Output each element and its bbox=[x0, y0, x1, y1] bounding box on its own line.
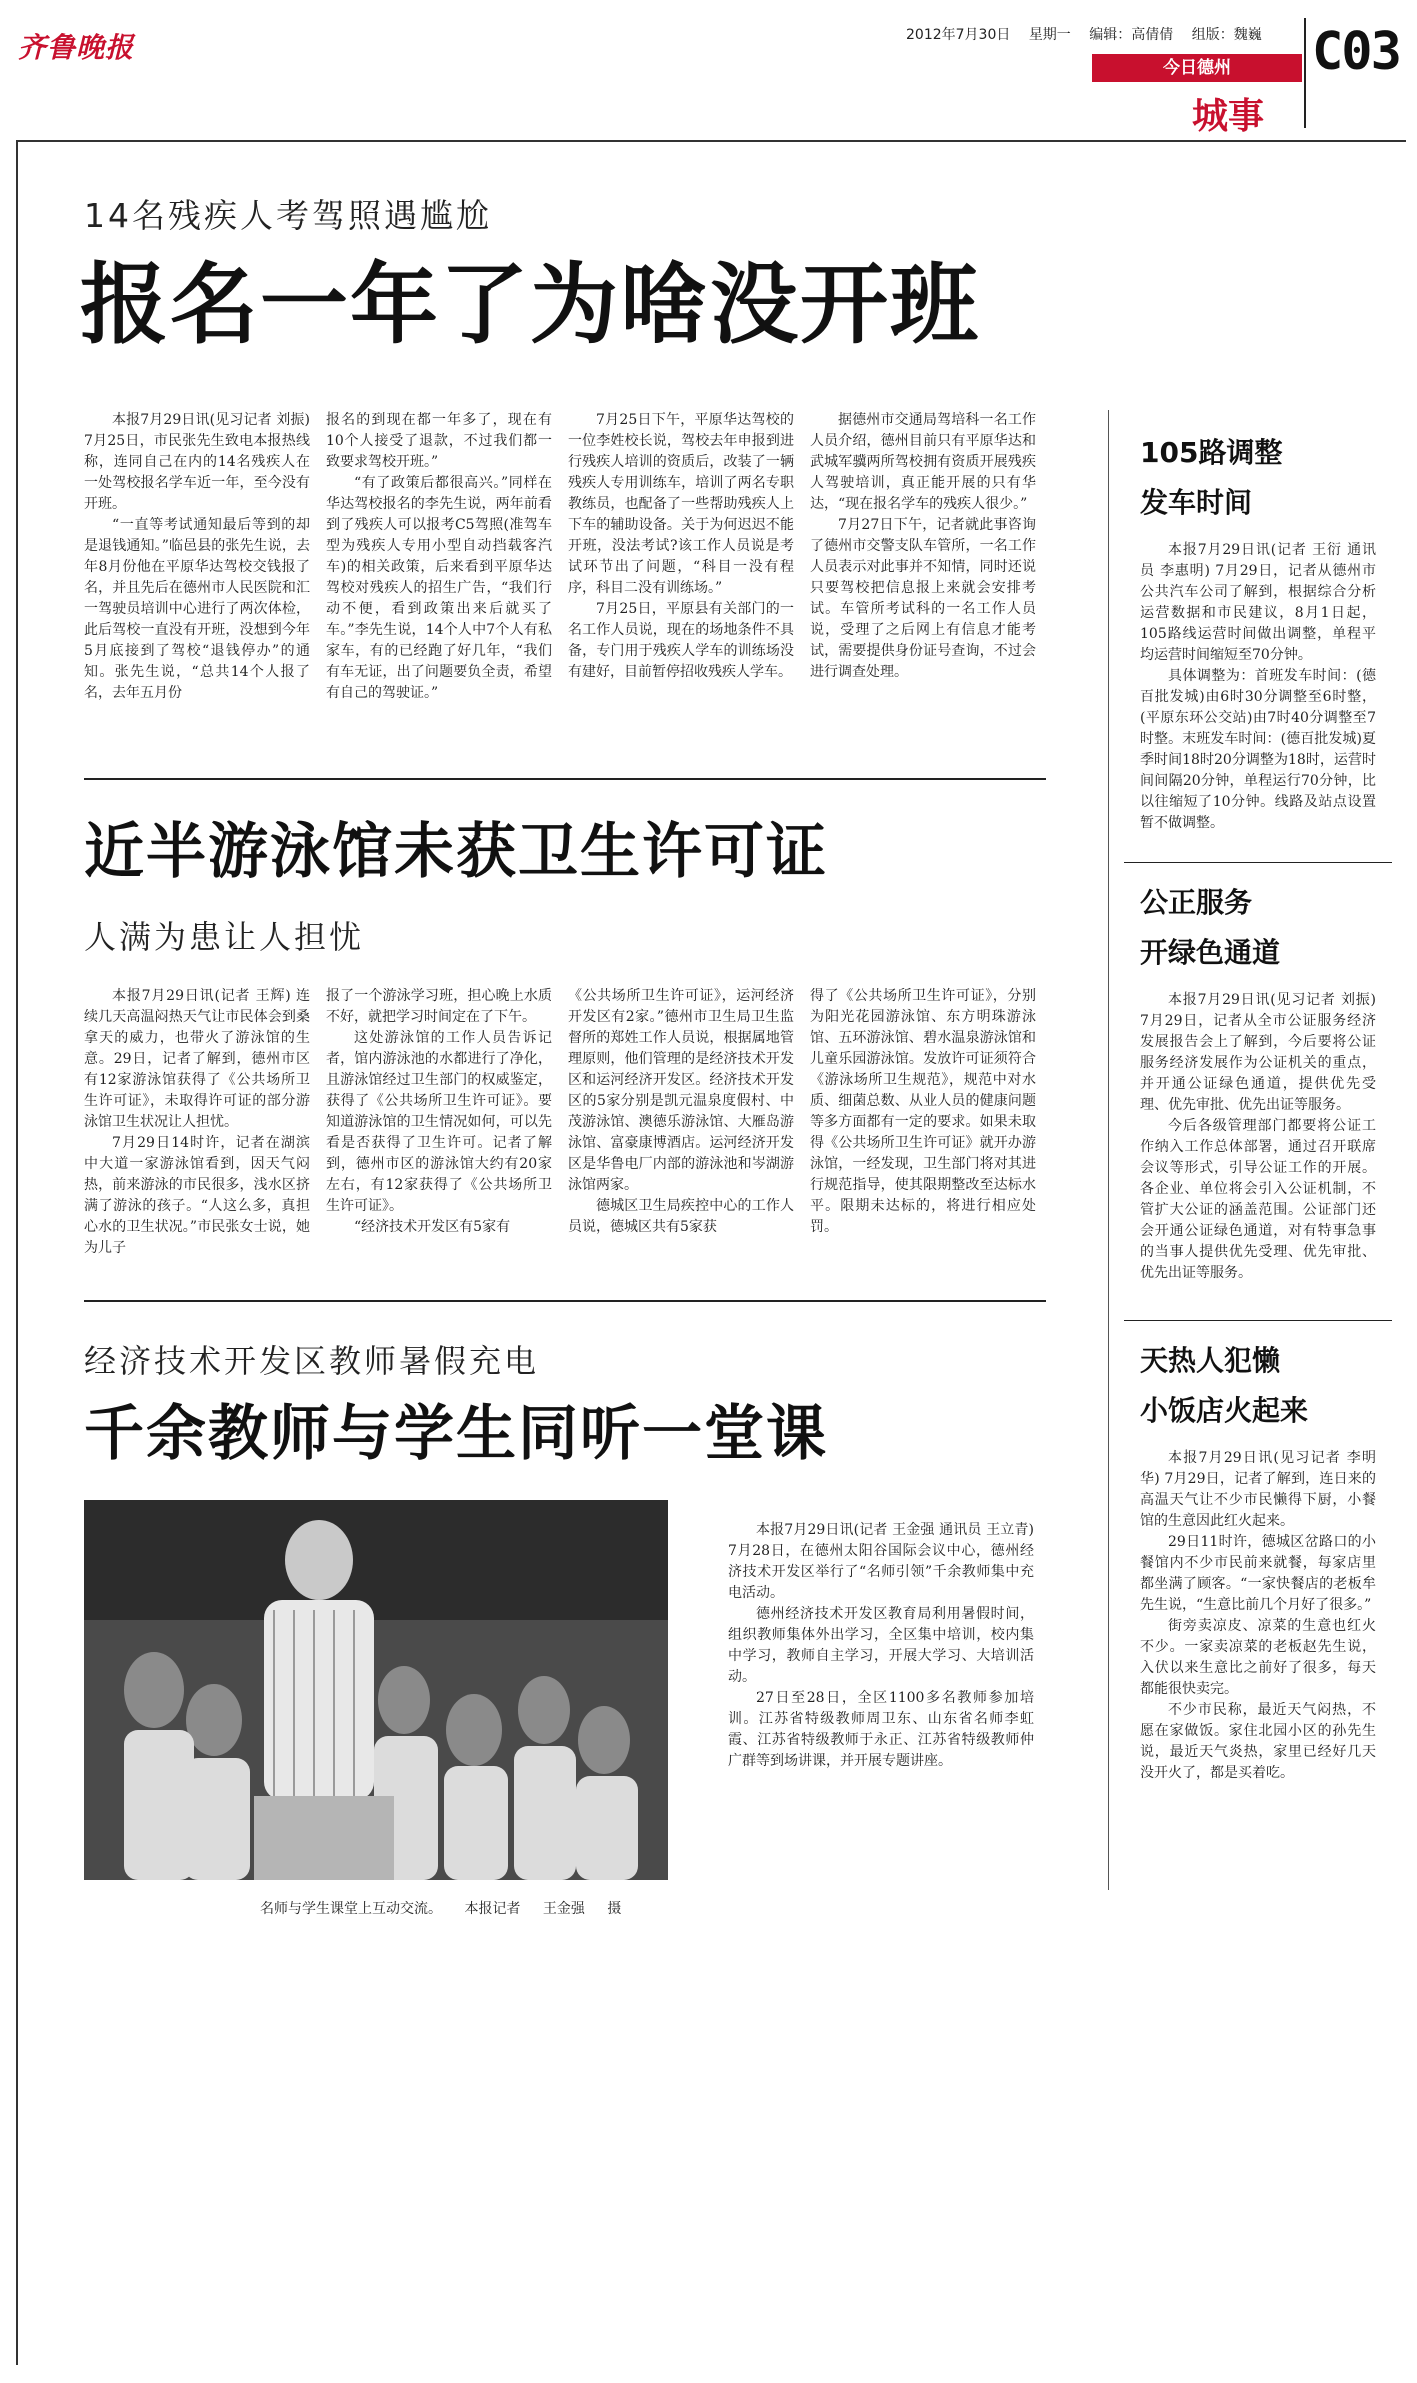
brief-divider bbox=[1124, 1320, 1392, 1321]
sidebar-brief-2 bbox=[1140, 878, 1376, 1284]
caption-suffix: 摄 bbox=[607, 1901, 622, 1917]
brief-subtitle: 开绿色通道 bbox=[1140, 936, 1281, 969]
brief-divider bbox=[1124, 862, 1392, 863]
paragraph: 本报7月29日讯(见习记者 刘振) 7月29日，记者从全市公证服务经济发展报告会上了解到，今后要将公证服务经济发展作为公证机关的重点，并开通公证绿色通道，提供优先受理、优先审批、优先出证等服务。 bbox=[1140, 992, 1376, 1113]
article2-col-3 bbox=[568, 986, 794, 1238]
sidebar-divider bbox=[1108, 410, 1109, 1890]
paragraph: 本报7月29日讯(见习记者 刘振) 7月25日，市民张先生致电本报热线称，连同自己在内的14名残疾人在一处驾校报名学车近一年，至今没有开班。 bbox=[84, 412, 310, 512]
paragraph: 德城区卫生局疾控中心的工作人员说，德城区共有5家获 bbox=[568, 1198, 794, 1235]
sidebar-brief-3 bbox=[1140, 1336, 1376, 1784]
issue-date: 2012年7月30日 bbox=[906, 27, 1011, 43]
article-divider bbox=[84, 1300, 1046, 1302]
article2-col-1 bbox=[84, 986, 310, 1259]
paragraph: 具体调整为：首班发车时间：(德百批发城)由6时30分调整至6时整，(平原东环公交站)由7时40分调整至7时整。末班发车时间：(德百批发城)夏季时间18时20分调整为18时，运营时间间隔20分钟，单程运行70分钟，比以往缩短了10分钟。线路及站点设置暂不做调整。 bbox=[1140, 668, 1376, 831]
brief-body bbox=[1140, 990, 1376, 1284]
layout-credit: 组版：魏巍 bbox=[1191, 27, 1262, 43]
issue-info bbox=[906, 24, 1276, 44]
sidebar-brief-1 bbox=[1140, 428, 1376, 834]
article2-kicker: 人满为患让人担忧 bbox=[84, 918, 365, 956]
article-divider bbox=[84, 778, 1046, 780]
paragraph: “一直等考试通知最后等到的却是退钱通知。”临邑县的张先生说，去年8月份他在平原华达驾校交钱报了名，并且先后在德州市人民医院和汇一驾驶员培训中心进行了两次体检，此后驾校一直没有开班，没想到今年5月底接到了驾校“退钱停办”的通知。张先生说，“总共14个人报了名，去年五月份 bbox=[84, 517, 310, 701]
article2-headline: 近半游泳馆未获卫生许可证 bbox=[84, 817, 828, 887]
brief-title: 公正服务 bbox=[1140, 886, 1253, 919]
masthead-divider bbox=[1304, 18, 1306, 128]
paragraph: 不少市民称，最近天气闷热，不愿在家做饭。家住北园小区的孙先生说，最近天气炎热，家里已经好几天没开火了，都是买着吃。 bbox=[1140, 1702, 1376, 1781]
brief-title: 天热人犯懒 bbox=[1140, 1344, 1281, 1377]
paragraph: 今后各级管理部门都要将公证工作纳入工作总体部署，通过召开联席会议等形式，引导公证工作的开展。各企业、单位将会引入公证机制，不管扩大公证的涵盖范围。公证部门还会开通公证绿色通道，对有特事急事的当事人提供优先受理、优先审批、优先出证等服务。 bbox=[1140, 1118, 1376, 1281]
page-frame-top bbox=[16, 140, 1406, 142]
article1-col-3 bbox=[568, 410, 794, 683]
article3-kicker: 经济技术开发区教师暑假充电 bbox=[84, 1342, 540, 1380]
paragraph: 报了一个游泳学习班，担心晚上水质不好，就把学习时间定在了下午。 bbox=[326, 988, 552, 1025]
article1-kicker: 14名残疾人考驾照遇尴尬 bbox=[84, 196, 492, 235]
paragraph: 7月29日14时许，记者在湖滨中大道一家游泳馆看到，因天气闷热，前来游泳的市民很多，浅水区挤满了游泳的孩子。“人这么多，真担心水的卫生状况。”市民张女士说，她为儿子 bbox=[84, 1135, 310, 1256]
issue-weekday: 星期一 bbox=[1028, 27, 1071, 43]
page-frame-left bbox=[16, 140, 18, 2365]
paragraph: 这处游泳馆的工作人员告诉记者，馆内游泳池的水都进行了净化，且游泳馆经过卫生部门的权威鉴定，获得了《公共场所卫生许可证》。要知道游泳馆的卫生情况如何，可以先看是否获得了卫生许可。记者了解到，德州市区的游泳馆大约有20家左右，有12家获得了《公共场所卫生许可证》。 bbox=[326, 1030, 552, 1214]
photo-illustration bbox=[84, 1500, 668, 1880]
paragraph: 报名的到现在都一年多了，现在有10个人接受了退款，不过我们都一致要求驾校开班。” bbox=[326, 412, 552, 470]
caption-credit: 本报记者 bbox=[464, 1901, 521, 1917]
article1-col-4 bbox=[810, 410, 1036, 683]
news-photo bbox=[84, 1500, 668, 1880]
brief-title: 105路调整 bbox=[1140, 436, 1283, 469]
paragraph: 本报7月29日讯(记者 王辉) 连续几天高温闷热天气让市民体会到桑拿天的威力，也带火了游泳馆的生意。29日，记者了解到，德州市区有12家游泳馆获得了《公共场所卫生许可证》，未取得许可证的部分游泳馆卫生状况让人担忧。 bbox=[84, 988, 310, 1130]
paragraph: 7月25日下午，平原华达驾校的一位李姓校长说，驾校去年申报到进行残疾人培训的资质后，改装了一辆残疾人专用训练车，培训了两名专职教练员，也配备了一些帮助残疾人上下车的辅助设备。关于为何迟迟不能开班，没法考试?该工作人员说是考试环节出了问题，“科目一没有程序，科目二没有训练场。” bbox=[568, 412, 794, 596]
paragraph: 本报7月29日讯(记者 王衍 通讯员 李惠明) 7月29日，记者从德州市公共汽车公司了解到，根据综合分析运营数据和市民建议，8月1日起，105路线运营时间做出调整，单程平均运营时间缩短至70分钟。 bbox=[1140, 542, 1376, 663]
section-title: 城事 bbox=[1192, 96, 1265, 137]
article2-col-4 bbox=[810, 986, 1036, 1238]
paragraph: “经济技术开发区有5家有 bbox=[354, 1219, 511, 1235]
paragraph: 7月27日下午，记者就此事咨询了德州市交警支队车管所，一名工作人员表示对此事并不知情，同时还说只要驾校把信息报上来就会安排考试。车管所考试科的一名工作人员说，受理了之后网上有信息才能考试，需要提供身份证号查询，不过会进行调查处理。 bbox=[810, 517, 1036, 680]
article3-body bbox=[728, 1520, 1034, 1772]
brief-subtitle: 小饭店火起来 bbox=[1140, 1394, 1309, 1427]
article2-col-2 bbox=[326, 986, 552, 1238]
caption-photographer: 王金强 bbox=[542, 1901, 585, 1917]
paragraph: 得了《公共场所卫生许可证》，分别为阳光花园游泳馆、东方明珠游泳馆、五环游泳馆、碧水温泉游泳馆和儿童乐园游泳馆。发放许可证须符合《游泳场所卫生规范》，规范中对水质、细菌总数、从业人员的健康问题等多方面都有一定的要求。如果未取得《公共场所卫生许可证》就开办游泳馆，一经发现，卫生部门将对其进行规范指导，使其限期整改至达标水平。限期未达标的，将进行相应处罚。 bbox=[810, 988, 1036, 1235]
article3-headline: 千余教师与学生同听一堂课 bbox=[84, 1399, 828, 1469]
photo-caption bbox=[260, 1898, 639, 1918]
brief-subtitle: 发车时间 bbox=[1140, 486, 1253, 519]
paragraph: 据德州市交通局驾培科一名工作人员介绍，德州目前只有平原华达和武城军骥两所驾校拥有资质开展残疾人驾驶培训，真正能开展的只有华达，“现在报名学车的残疾人很少。” bbox=[810, 412, 1036, 512]
editor-credit: 编辑：高倩倩 bbox=[1089, 27, 1174, 43]
paragraph: 7月25日，平原县有关部门的一名工作人员说，现在的场地条件不具备，专门用于残疾人学车的训练场没有建好，目前暂停招收残疾人学车。 bbox=[568, 601, 794, 680]
paragraph: 29日11时许，德城区岔路口的小餐馆内不少市民前来就餐，每家店里都坐满了顾客。“一家快餐店的老板牟先生说，“生意比前几个月好了很多。” bbox=[1140, 1534, 1376, 1613]
brief-body bbox=[1140, 540, 1376, 834]
channel-banner: 今日德州 bbox=[1092, 54, 1302, 82]
caption-text: 名师与学生课堂上互动交流。 bbox=[260, 1901, 442, 1917]
paragraph: 街旁卖凉皮、凉菜的生意也红火不少。一家卖凉菜的老板赵先生说，入伏以来生意比之前好了很多，每天都能很快卖完。 bbox=[1140, 1618, 1376, 1697]
paragraph: 本报7月29日讯(见习记者 李明华) 7月29日，记者了解到，连日来的高温天气让不少市民懒得下厨，小餐馆的生意因此红火起来。 bbox=[1140, 1450, 1376, 1529]
article1-col-1 bbox=[84, 410, 310, 704]
paragraph: 德州经济技术开发区教育局利用暑假时间，组织教师集体外出学习，全区集中培训，校内集中学习，教师自主学习，开展大学习、大培训活动。 bbox=[728, 1606, 1034, 1685]
article1-col-2 bbox=[326, 410, 552, 704]
paragraph: 本报7月29日讯(记者 王金强 通讯员 王立青) 7月28日，在德州太阳谷国际会议中心，德州经济技术开发区举行了“名师引领”千余教师集中充电活动。 bbox=[728, 1522, 1034, 1601]
paragraph: 27日至28日，全区1100多名教师参加培训。江苏省特级教师周卫东、山东省名师李虹霞、江苏省特级教师于永正、江苏省特级教师仲广群等到场讲课，并开展专题讲座。 bbox=[728, 1690, 1034, 1769]
brief-body bbox=[1140, 1448, 1376, 1784]
paragraph: “有了政策后都很高兴。”同样在华达驾校报名的李先生说，两年前看到了残疾人可以报考C5驾照(准驾车型为残疾人专用小型自动挡载客汽车)的相关政策，后来看到平原华达驾校对残疾人的招生广告，“我们行动不便，看到政策出来后就买了车。”李先生说，14个人中7个人有私家车，有的已经跑了好几年，“我们有车无证，出了问题要负全责，希望有自己的驾驶证。” bbox=[326, 475, 552, 701]
newspaper-logo: 齐鲁晚报 bbox=[18, 31, 135, 64]
page-number: C03 bbox=[1312, 22, 1400, 82]
article1-headline: 报名一年了为啥没开班 bbox=[80, 253, 981, 356]
paragraph: 《公共场所卫生许可证》，运河经济开发区有2家。”德州市卫生局卫生监督所的郑姓工作人员说，根据属地管理原则，他们管理的是经济技术开发区和运河经济开发区。经济技术开发区的5家分别是凯元温泉度假村、中茂游泳馆、澳德乐游泳馆、大雁岛游泳馆、富豪康博酒店。运河经济开发区是华鲁电厂内部的游泳池和岑湖游泳馆两家。 bbox=[568, 988, 794, 1193]
